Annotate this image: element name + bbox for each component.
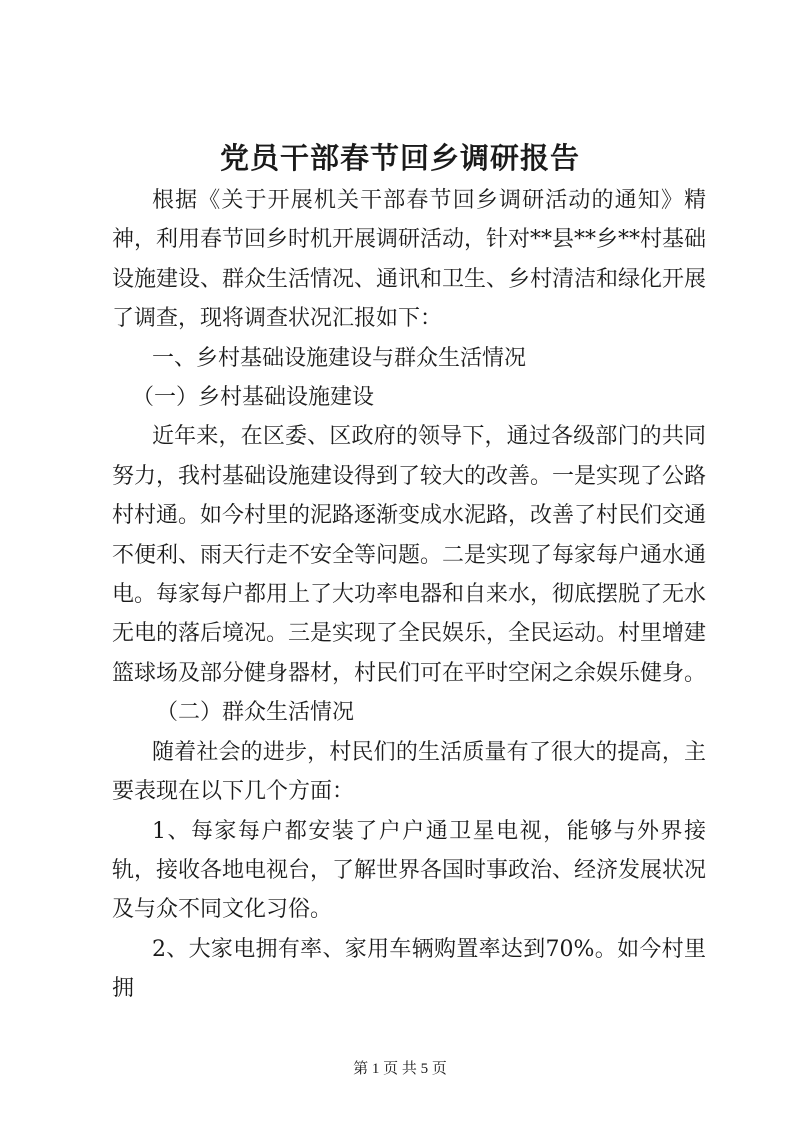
intro-paragraph: 根据《关于开展机关干部春节回乡调研活动的通知》精神，利用春节回乡时机开展调研活动，针对**县**乡**村基础设施建设、群众生活情况、通讯和卫生、乡村清洁和绿化开展了调查，现将调查状况汇报如下： bbox=[112, 188, 707, 332]
page-number: 第 1 页 共 5 页 bbox=[353, 1061, 447, 1077]
document-body bbox=[112, 181, 706, 1009]
list-item-2: 2、大家电拥有率、家用车辆购置率达到70%。如今村里拥 bbox=[112, 936, 706, 1002]
subsection-heading-1: （一）乡村基础设施建设 bbox=[132, 385, 375, 411]
list-item-1: 1、每家每户都安装了户户通卫星电视，能够与外界接轨，接收各地电视台，了解世界各国时事政治、经济发展状况及与众不同文化习俗。 bbox=[112, 818, 707, 923]
document-title: 党员干部春节回乡调研报告 bbox=[219, 141, 580, 175]
living-intro-paragraph: 随着社会的进步，村民们的生活质量有了很大的提高，主要表现在以下几个方面： bbox=[112, 739, 706, 805]
infrastructure-paragraph: 近年来，在区委、区政府的领导下，通过各级部门的共同努力，我村基础设施建设得到了较大的改善。一是实现了公路村村通。如今村里的泥路逐渐变成水泥路，改善了村民们交通不便利、雨天行走不安全等问题。二是实现了每家每户通水通电。每家每户都用上了大功率电器和自来水，彻底摆脱了无水无电的落后境况。三是实现了全民娱乐，全民运动。村里增建篮球场及部分健身器材，村民们可在平时空闲之余娱乐健身。 bbox=[112, 424, 707, 686]
subsection-heading-2: （二）群众生活情况 bbox=[156, 700, 355, 726]
section-heading-1: 一、乡村基础设施建设与群众生活情况 bbox=[152, 345, 527, 371]
